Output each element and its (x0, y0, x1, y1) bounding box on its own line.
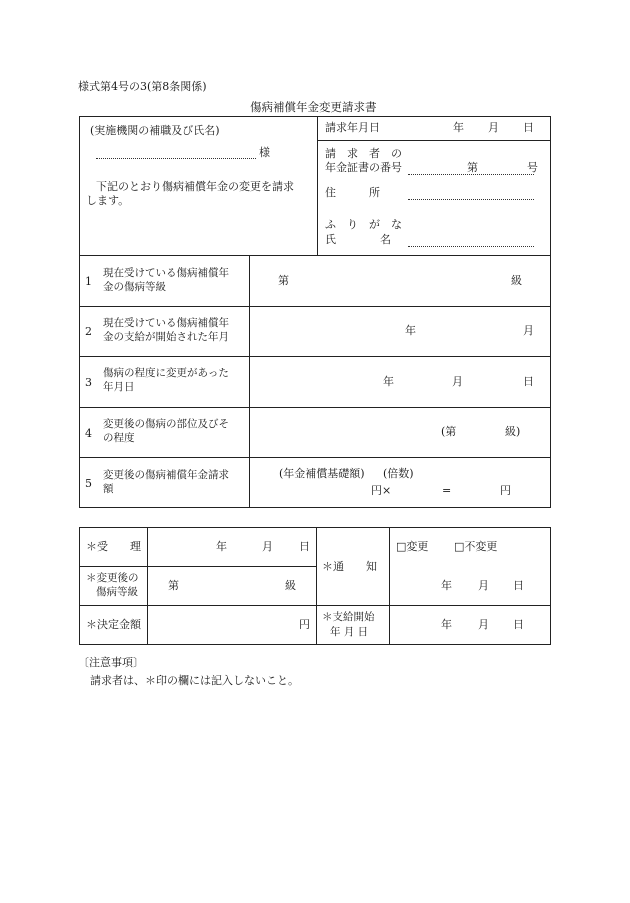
item-label-1: 現在受けている傷病補償年 (103, 267, 229, 279)
item2-month: 月 (523, 324, 534, 337)
item5-base-label: (年金補償基礎額) (279, 467, 365, 480)
item-label-2: 額 (103, 483, 114, 495)
start-year: 年 (441, 618, 452, 631)
date-row-line (317, 140, 551, 141)
col-line (316, 527, 317, 645)
item-label-2: 金の支給が開始された年月 (103, 331, 229, 343)
row-line (79, 356, 551, 357)
item-number: 4 (85, 427, 92, 440)
certificate-go: 号 (527, 161, 538, 174)
request-date-label: 請求年月日 (325, 121, 380, 134)
item-label-1: 変更後の傷病補償年金請求 (103, 469, 229, 481)
item4-kyu: 級) (505, 425, 521, 438)
henko-checkbox[interactable]: □変更 (396, 540, 429, 553)
document-title: 傷病補償年金変更請求書 (250, 100, 377, 114)
juri-label: ＊受 理 (86, 540, 141, 553)
grade-kyu: 級 (285, 579, 296, 592)
request-day: 日 (523, 121, 534, 134)
grade-label-2: 傷病等級 (96, 586, 138, 598)
item-number: 1 (85, 275, 92, 288)
row-line (79, 306, 551, 307)
start-day: 日 (513, 618, 524, 631)
amount-yen: 円 (299, 618, 310, 631)
row-line (79, 605, 551, 606)
name-label: 氏 名 (325, 233, 391, 246)
tsuchi-label: ＊通 知 (322, 560, 377, 573)
item-column-divider (249, 255, 250, 508)
row-line (79, 407, 551, 408)
start-month: 月 (478, 618, 489, 631)
agency-name-field[interactable] (96, 158, 256, 159)
grade-label-1: ＊変更後の (86, 572, 139, 584)
request-text-1: 下記のとおり傷病補償年金の変更を請求 (96, 180, 294, 193)
amount-label: ＊決定金額 (86, 618, 141, 631)
name-field[interactable] (408, 246, 534, 247)
item2-year: 年 (405, 324, 416, 337)
item-number: 3 (85, 376, 92, 389)
juri-month: 月 (262, 540, 273, 553)
col-line (147, 527, 148, 645)
item-number: 2 (85, 325, 92, 338)
notes-heading: 〔注意事項〕 (78, 656, 144, 669)
item-label-1: 変更後の傷病の部位及びそ (103, 418, 229, 430)
tsuchi-year: 年 (441, 579, 452, 592)
address-label: 住 所 (325, 186, 380, 199)
item5-mult-label: (倍数) (383, 467, 414, 480)
item-number: 5 (85, 477, 92, 490)
start-date-label-2: 年 月 日 (330, 626, 369, 638)
form-id: 様式第4号の3(第8条関係) (78, 80, 207, 93)
juri-year: 年 (216, 540, 227, 553)
tsuchi-day: 日 (513, 579, 524, 592)
item-label-2: 年月日 (103, 381, 135, 393)
row-line (79, 566, 316, 567)
row-line (79, 255, 551, 256)
col-line (389, 527, 390, 645)
sama-label: 様 (259, 146, 270, 159)
claimant-label-2: 年金証書の番号 (325, 161, 402, 174)
item1-dai: 第 (278, 274, 289, 287)
juri-day: 日 (299, 540, 310, 553)
agency-label: (実施機関の補職及び氏名) (90, 124, 220, 137)
item5-yen-times: 円× (371, 484, 392, 497)
notes-body: 請求者は、＊印の欄には記入しないこと。 (90, 674, 299, 687)
address-field[interactable] (408, 199, 534, 200)
start-date-label-1: ＊支給開始 (322, 611, 375, 623)
item3-year: 年 (383, 375, 394, 388)
item1-kyu: 級 (511, 274, 522, 287)
certificate-dai: 第 (467, 161, 478, 174)
item3-day: 日 (523, 375, 534, 388)
furigana-label: ふ り が な (325, 218, 402, 231)
item-label-1: 現在受けている傷病補償年 (103, 317, 229, 329)
item-label-1: 傷病の程度に変更があった (103, 367, 229, 379)
item3-month: 月 (452, 375, 463, 388)
claimant-label-1: 請 求 者 の (325, 147, 402, 160)
request-year: 年 (453, 121, 464, 134)
header-divider (317, 116, 318, 255)
request-text-2: します。 (86, 194, 130, 207)
tsuchi-month: 月 (478, 579, 489, 592)
item5-equals: = (442, 484, 452, 497)
item5-yen: 円 (500, 484, 511, 497)
item-label-2: 金の傷病等級 (103, 281, 166, 293)
item-label-2: の程度 (103, 432, 135, 444)
grade-dai: 第 (168, 579, 179, 592)
item4-dai: (第 (441, 425, 457, 438)
fuhenko-checkbox[interactable]: □不変更 (454, 540, 498, 553)
row-line (79, 457, 551, 458)
request-month: 月 (488, 121, 499, 134)
